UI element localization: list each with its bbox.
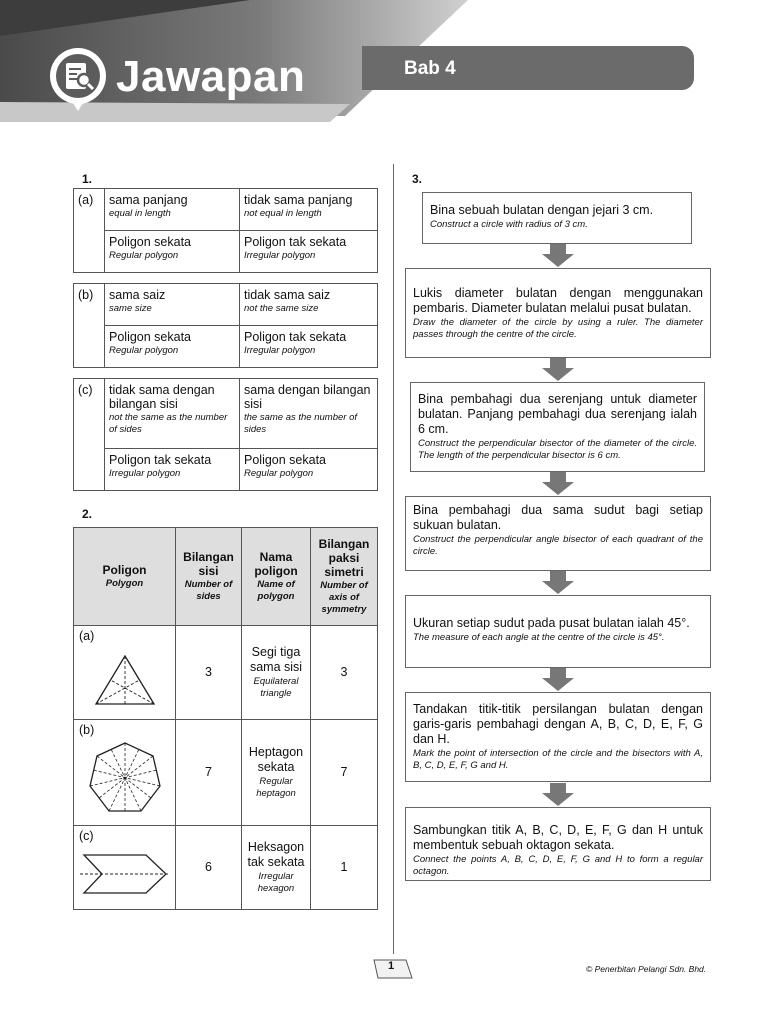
column-divider xyxy=(393,164,394,954)
name-cell: Heksagon tak sekata Irregular hexagon xyxy=(242,826,311,910)
axes-cell: 3 xyxy=(311,626,378,720)
table-cell: Poligon tak sekata Irregular polygon xyxy=(240,231,378,273)
q2-table xyxy=(73,527,378,910)
part-label: (a) xyxy=(74,189,105,273)
down-arrow-icon xyxy=(541,244,575,268)
shape-cell xyxy=(74,626,176,720)
table-cell: Poligon sekata Regular polygon xyxy=(240,449,378,491)
flow-step-6: Tandakan titik-titik persilangan bulatan dengan garis-garis pembahagi dengan A, B, C, D, E, F, G dan H. Mark the point of intersection of the circle and the bisectors with A, B, C, D, E, F, G and H. xyxy=(405,692,711,782)
page-number-text: 1 xyxy=(387,960,395,972)
document-search-icon xyxy=(47,45,109,113)
row-label: (a) xyxy=(79,629,95,643)
table-cell: Poligon sekata Regular polygon xyxy=(105,326,240,368)
sides-cell: 7 xyxy=(176,720,242,826)
q1-table-c xyxy=(73,378,378,491)
page-number xyxy=(372,958,410,978)
sides-cell: 6 xyxy=(176,826,242,910)
column-header: Poligon Polygon xyxy=(74,528,176,626)
table-cell: Poligon sekata Regular polygon xyxy=(105,231,240,273)
q1-table-b xyxy=(73,283,378,368)
table-row xyxy=(74,626,378,720)
row-label: (c) xyxy=(79,829,94,843)
column-header: Bilangan paksi simetri Number of axis of symmetry xyxy=(311,528,378,626)
flow-step-7: Sambungkan titik A, B, C, D, E, F, G dan H untuk membentuk sebuah oktagon sekata. Connect the points A, B, C, D, E, F, G and H to form a regular octagon. xyxy=(405,807,711,881)
flow-step-4: Bina pembahagi dua sama sudut bagi setiap sukuan bulatan. Construct the perpendicular angle bisector of each quadrant of the circle. xyxy=(405,496,711,571)
table-row xyxy=(74,720,378,826)
down-arrow-icon xyxy=(541,783,575,807)
table-cell: tidak sama dengan bilangan sisi not the same as the number of sides xyxy=(105,379,240,449)
table-cell: tidak sama panjang not equal in length xyxy=(240,189,378,231)
down-arrow-icon xyxy=(541,358,575,382)
copyright: © Penerbitan Pelangi Sdn. Bhd. xyxy=(586,964,707,974)
axes-cell: 1 xyxy=(311,826,378,910)
triangle-icon xyxy=(90,650,160,710)
down-arrow-icon xyxy=(541,472,575,496)
question-2-number: 2. xyxy=(82,507,93,521)
table-cell: sama dengan bilangan sisi the same as the number of sides xyxy=(240,379,378,449)
table-cell: sama panjang equal in length xyxy=(105,189,240,231)
flow-step-1: Bina sebuah bulatan dengan jejari 3 cm. Construct a circle with radius of 3 cm. xyxy=(422,192,692,244)
flow-step-2: Lukis diameter bulatan dengan menggunakan pembaris. Diameter bulatan melalui pusat bulatan. Draw the diameter of the circle by using a ruler. The diameter passes through the centre of the circle. xyxy=(405,268,711,358)
irregular-hexagon-icon xyxy=(80,851,170,897)
row-label: (b) xyxy=(79,723,95,737)
part-label: (c) xyxy=(74,379,105,491)
heptagon-icon xyxy=(85,739,165,819)
table-cell: tidak sama saiz not the same size xyxy=(240,284,378,326)
flow-step-3: Bina pembahagi dua serenjang untuk diameter bulatan. Panjang pembahagi dua serenjang ialah 6 cm. Construct the perpendicular bisector of the diameter of the circle. The length of the perpendicular bisector is 6 cm. xyxy=(410,382,705,472)
sides-cell: 3 xyxy=(176,626,242,720)
table-row xyxy=(74,826,378,910)
question-3-number: 3. xyxy=(412,172,423,186)
table-cell: sama saiz same size xyxy=(105,284,240,326)
column-header: Bilangan sisi Number of sides xyxy=(176,528,242,626)
shape-cell xyxy=(74,826,176,910)
chapter-label: Bab 4 xyxy=(404,58,456,79)
flow-step-5: Ukuran setiap sudut pada pusat bulatan ialah 45°. The measure of each angle at the centre of the circle is 45°. xyxy=(405,595,711,668)
axes-cell: 7 xyxy=(311,720,378,826)
name-cell: Heptagon sekata Regular heptagon xyxy=(242,720,311,826)
down-arrow-icon xyxy=(541,571,575,595)
q1-table-a xyxy=(73,188,378,273)
column-header: Nama poligon Name of polygon xyxy=(242,528,311,626)
page-title: Jawapan xyxy=(116,52,306,101)
down-arrow-icon xyxy=(541,668,575,692)
question-1-number: 1. xyxy=(82,172,93,186)
part-label: (b) xyxy=(74,284,105,368)
name-cell: Segi tiga sama sisi Equilateral triangle xyxy=(242,626,311,720)
table-cell: Poligon tak sekata Irregular polygon xyxy=(240,326,378,368)
table-cell: Poligon tak sekata Irregular polygon xyxy=(105,449,240,491)
shape-cell xyxy=(74,720,176,826)
